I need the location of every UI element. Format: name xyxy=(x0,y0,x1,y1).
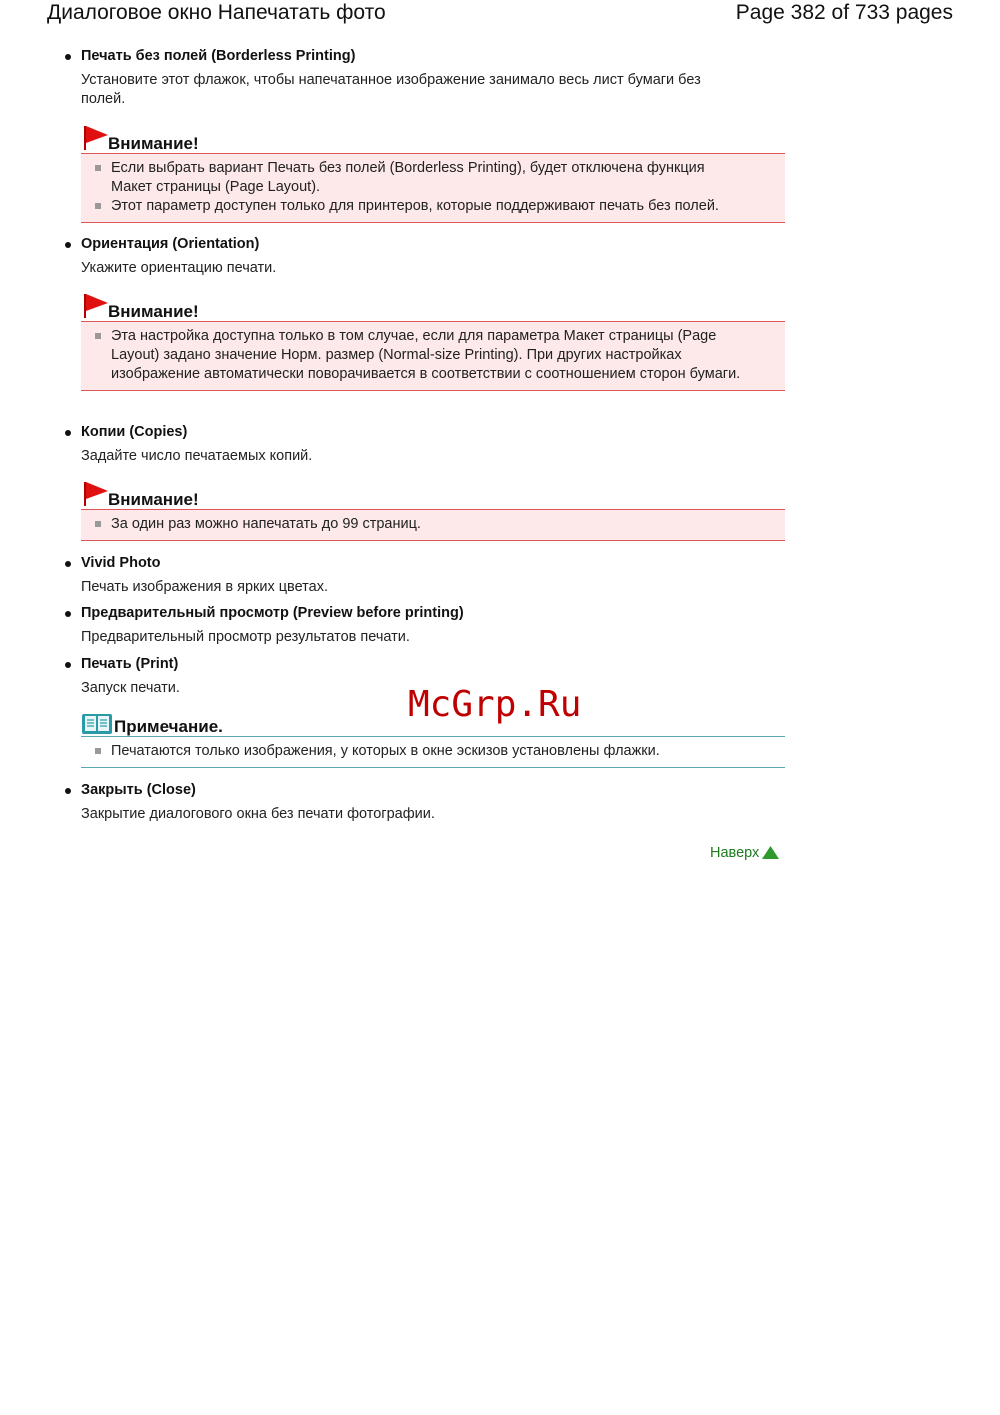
back-to-top-link[interactable] xyxy=(710,845,779,861)
warning-body xyxy=(81,153,785,223)
list-item-vivid-photo xyxy=(81,555,781,597)
warning-body xyxy=(81,509,785,541)
item-description: Запуск печати. xyxy=(81,680,180,696)
warning-body xyxy=(81,321,785,391)
item-description: Закрытие диалогового окна без печати фотографии. xyxy=(81,806,435,822)
warning-title-text: Внимание! xyxy=(108,490,199,509)
warning-line: Если выбрать вариант Печать без полей (Borderless Printing), будет отключена функция Макет страницы (Page Layout). xyxy=(111,159,741,197)
page-title: Диалоговое окно Напечатать фото xyxy=(47,1,386,24)
warning-title-text: Внимание! xyxy=(108,134,199,153)
item-description: Предварительный просмотр результатов печати. xyxy=(81,629,410,645)
item-heading: Печать без полей (Borderless Printing) xyxy=(81,48,781,64)
back-to-top-label: Наверх xyxy=(710,845,760,861)
red-flag-icon xyxy=(83,126,108,150)
open-book-icon xyxy=(82,712,112,734)
red-flag-icon xyxy=(83,482,108,506)
item-description: Печать изображения в ярких цветах. xyxy=(81,579,328,595)
warning-line: Эта настройка доступна только в том случае, если для параметра Макет страницы (Page Layout) задано значение Норм. размер (Normal-size Printing). При других настройках изображение автоматически поворачивается в соответствии с соотношением сторон бумаги. xyxy=(111,328,741,382)
warning-line: За один раз можно напечатать до 99 страниц. xyxy=(111,515,765,534)
list-item-preview xyxy=(81,605,781,647)
warning-line: Этот параметр доступен только для принтеров, которые поддерживают печать без полей. xyxy=(111,197,765,216)
list-item-copies xyxy=(81,424,781,466)
item-heading: Предварительный просмотр (Preview before printing) xyxy=(81,605,781,621)
item-description: Задайте число печатаемых копий. xyxy=(81,448,313,464)
item-heading: Печать (Print) xyxy=(81,656,781,672)
note-line: Печатаются только изображения, у которых в окне эскизов установлены флажки. xyxy=(111,742,765,761)
page-counter: Page 382 of 733 pages xyxy=(735,1,953,24)
item-heading: Копии (Copies) xyxy=(81,424,781,440)
note-title-text: Примечание. xyxy=(114,717,223,736)
item-heading: Ориентация (Orientation) xyxy=(81,236,781,252)
up-arrow-icon xyxy=(762,846,779,859)
list-item-close xyxy=(81,782,781,824)
red-flag-icon xyxy=(83,294,108,318)
item-heading: Закрыть (Close) xyxy=(81,782,781,798)
item-heading: Vivid Photo xyxy=(81,555,781,571)
item-description: Укажите ориентацию печати. xyxy=(81,260,277,276)
list-item-orientation xyxy=(81,236,781,278)
list-item-borderless xyxy=(81,48,781,109)
item-description: Установите этот флажок, чтобы напечатанное изображение занимало весь лист бумаги без полей. xyxy=(81,72,701,107)
warning-title-text: Внимание! xyxy=(108,302,199,321)
note-body xyxy=(81,736,785,768)
watermark: McGrp.Ru xyxy=(408,684,582,725)
